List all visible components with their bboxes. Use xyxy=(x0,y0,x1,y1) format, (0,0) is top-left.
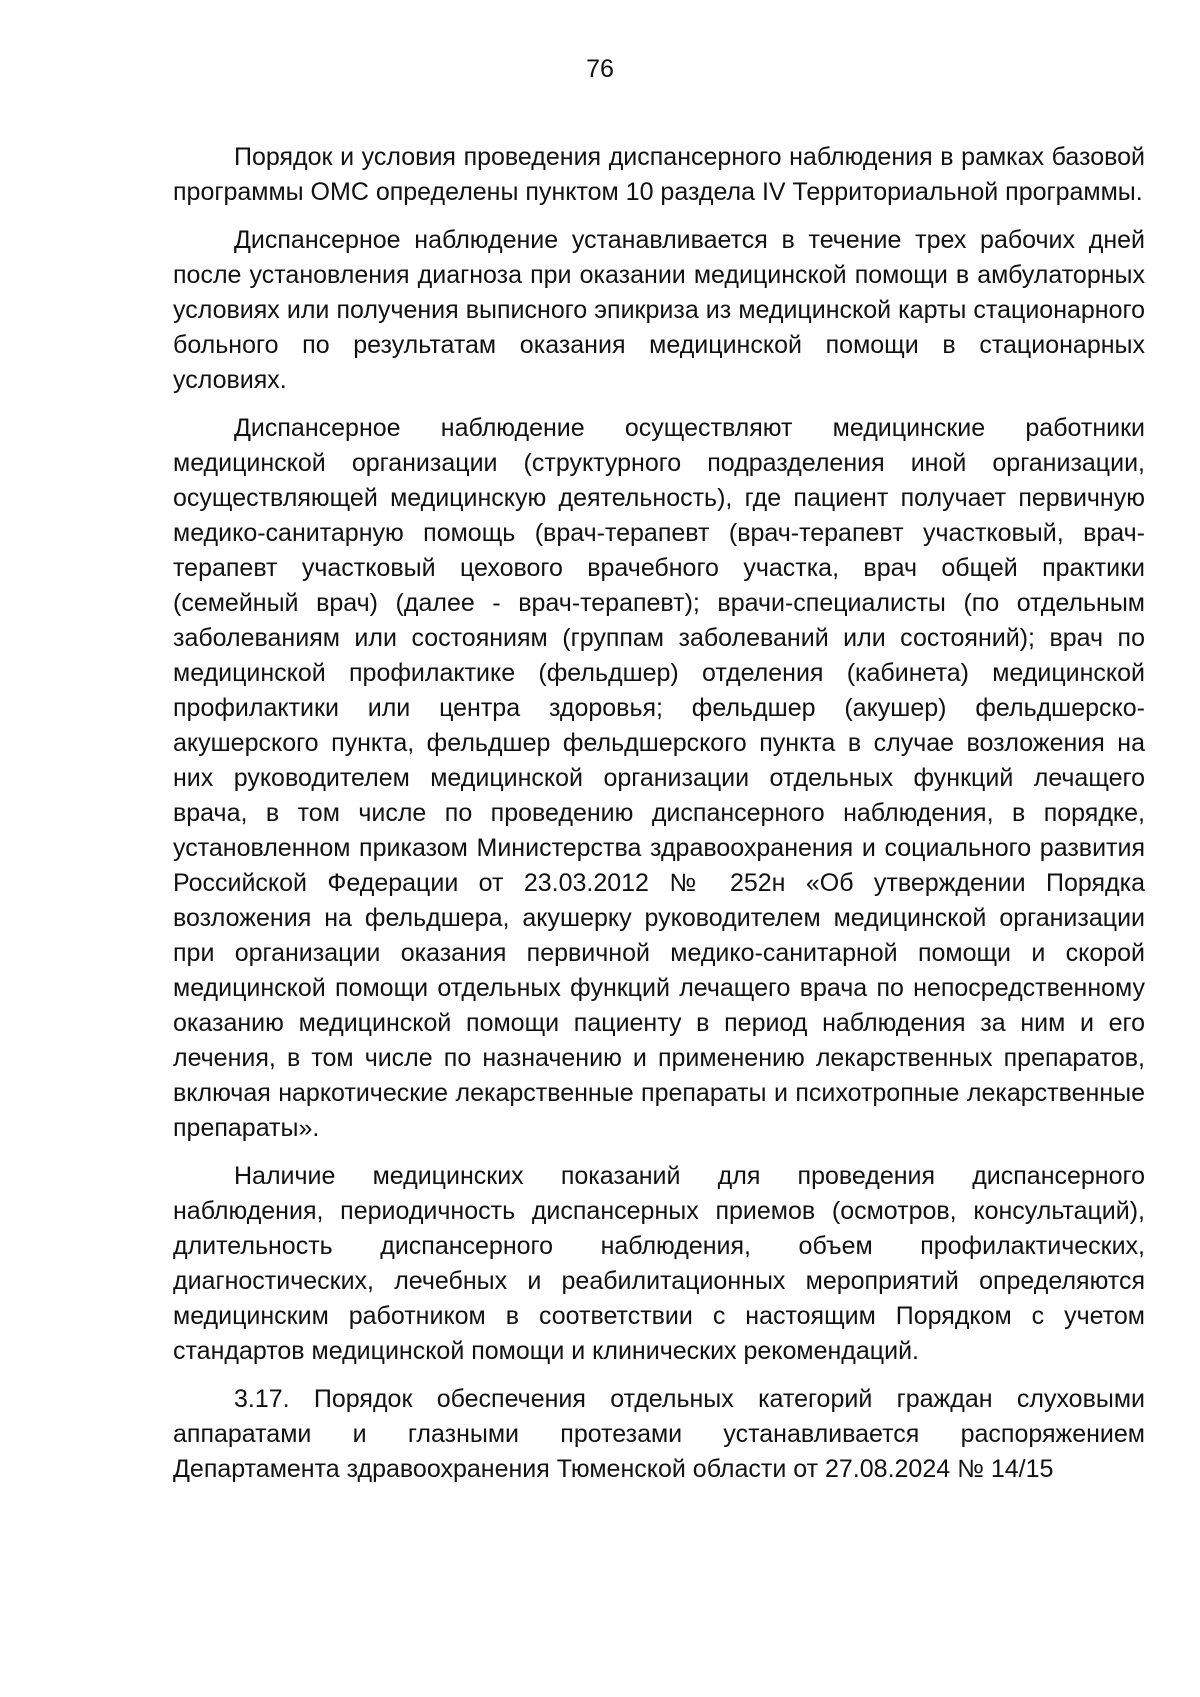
paragraph-dispensary-procedure: Порядок и условия проведения диспансерного наблюдения в рамках базовой программы ОМС определены пунктом 10 раздела IV Территориальной программы. xyxy=(173,143,1145,206)
paragraph-section-3-17: 3.17. Порядок обеспечения отдельных категорий граждан слуховыми аппаратами и глазными протезами устанавливается распоряжением Департамента здравоохранения Тюменской области от 27.08.2024 № 14/15 xyxy=(173,1385,1145,1483)
document-body xyxy=(173,140,1145,1500)
paragraph-dispensary-workers: Диспансерное наблюдение осуществляют медицинские работники медицинской организации (структурного подразделения иной организации, осуществляющей медицинскую деятельность), где пациент получает первичную медико-санитарную помощь (врач-терапевт (врач-терапевт участковый, врач-терапевт участковый цехового врачебного участка, врач общей практики (семейный врач) (далее - врач-терапевт); врачи-специалисты (по отдельным заболеваниям или состояниям (группам заболеваний или состояний); врач по медицинской профилактике (фельдшер) отделения (кабинета) медицинской профилактики или центра здоровья; фельдшер (акушер) фельдшерско-акушерского пункта, фельдшер фельдшерского пункта в случае возложения на них руководителем медицинской организации отдельных функций лечащего врача, в том числе по проведению диспансерного наблюдения, в порядке, установленном приказом Министерства здравоохранения и социального развития Российской Федерации от 23.03.2012 № 252н «Об утверждении Порядка возложения на фельдшера, акушерку руководителем медицинской организации при организации оказания первичной медико-санитарной помощи и скорой медицинской помощи отдельных функций лечащего врача по непосредственному оказанию медицинской помощи пациенту в период наблюдения за ним и его лечения, в том числе по назначению и применению лекарственных препаратов, включая наркотические лекарственные препараты и психотропные лекарственные препараты». xyxy=(173,414,1145,1142)
page-number: 76 xyxy=(586,55,614,83)
paragraph-medical-indications: Наличие медицинских показаний для проведения диспансерного наблюдения, периодичность диспансерных приемов (осмотров, консультаций), длительность диспансерного наблюдения, объем профилактических, диагностических, лечебных и реабилитационных мероприятий определяются медицинским работником в соответствии с настоящим Порядком с учетом стандартов медицинской помощи и клинических рекомендаций. xyxy=(173,1162,1145,1365)
paragraph-dispensary-establishment: Диспансерное наблюдение устанавливается в течение трех рабочих дней после установления диагноза при оказании медицинской помощи в амбулаторных условиях или получения выписного эпикриза из медицинской карты стационарного больного по результатам оказания медицинской помощи в стационарных условиях. xyxy=(173,226,1145,394)
